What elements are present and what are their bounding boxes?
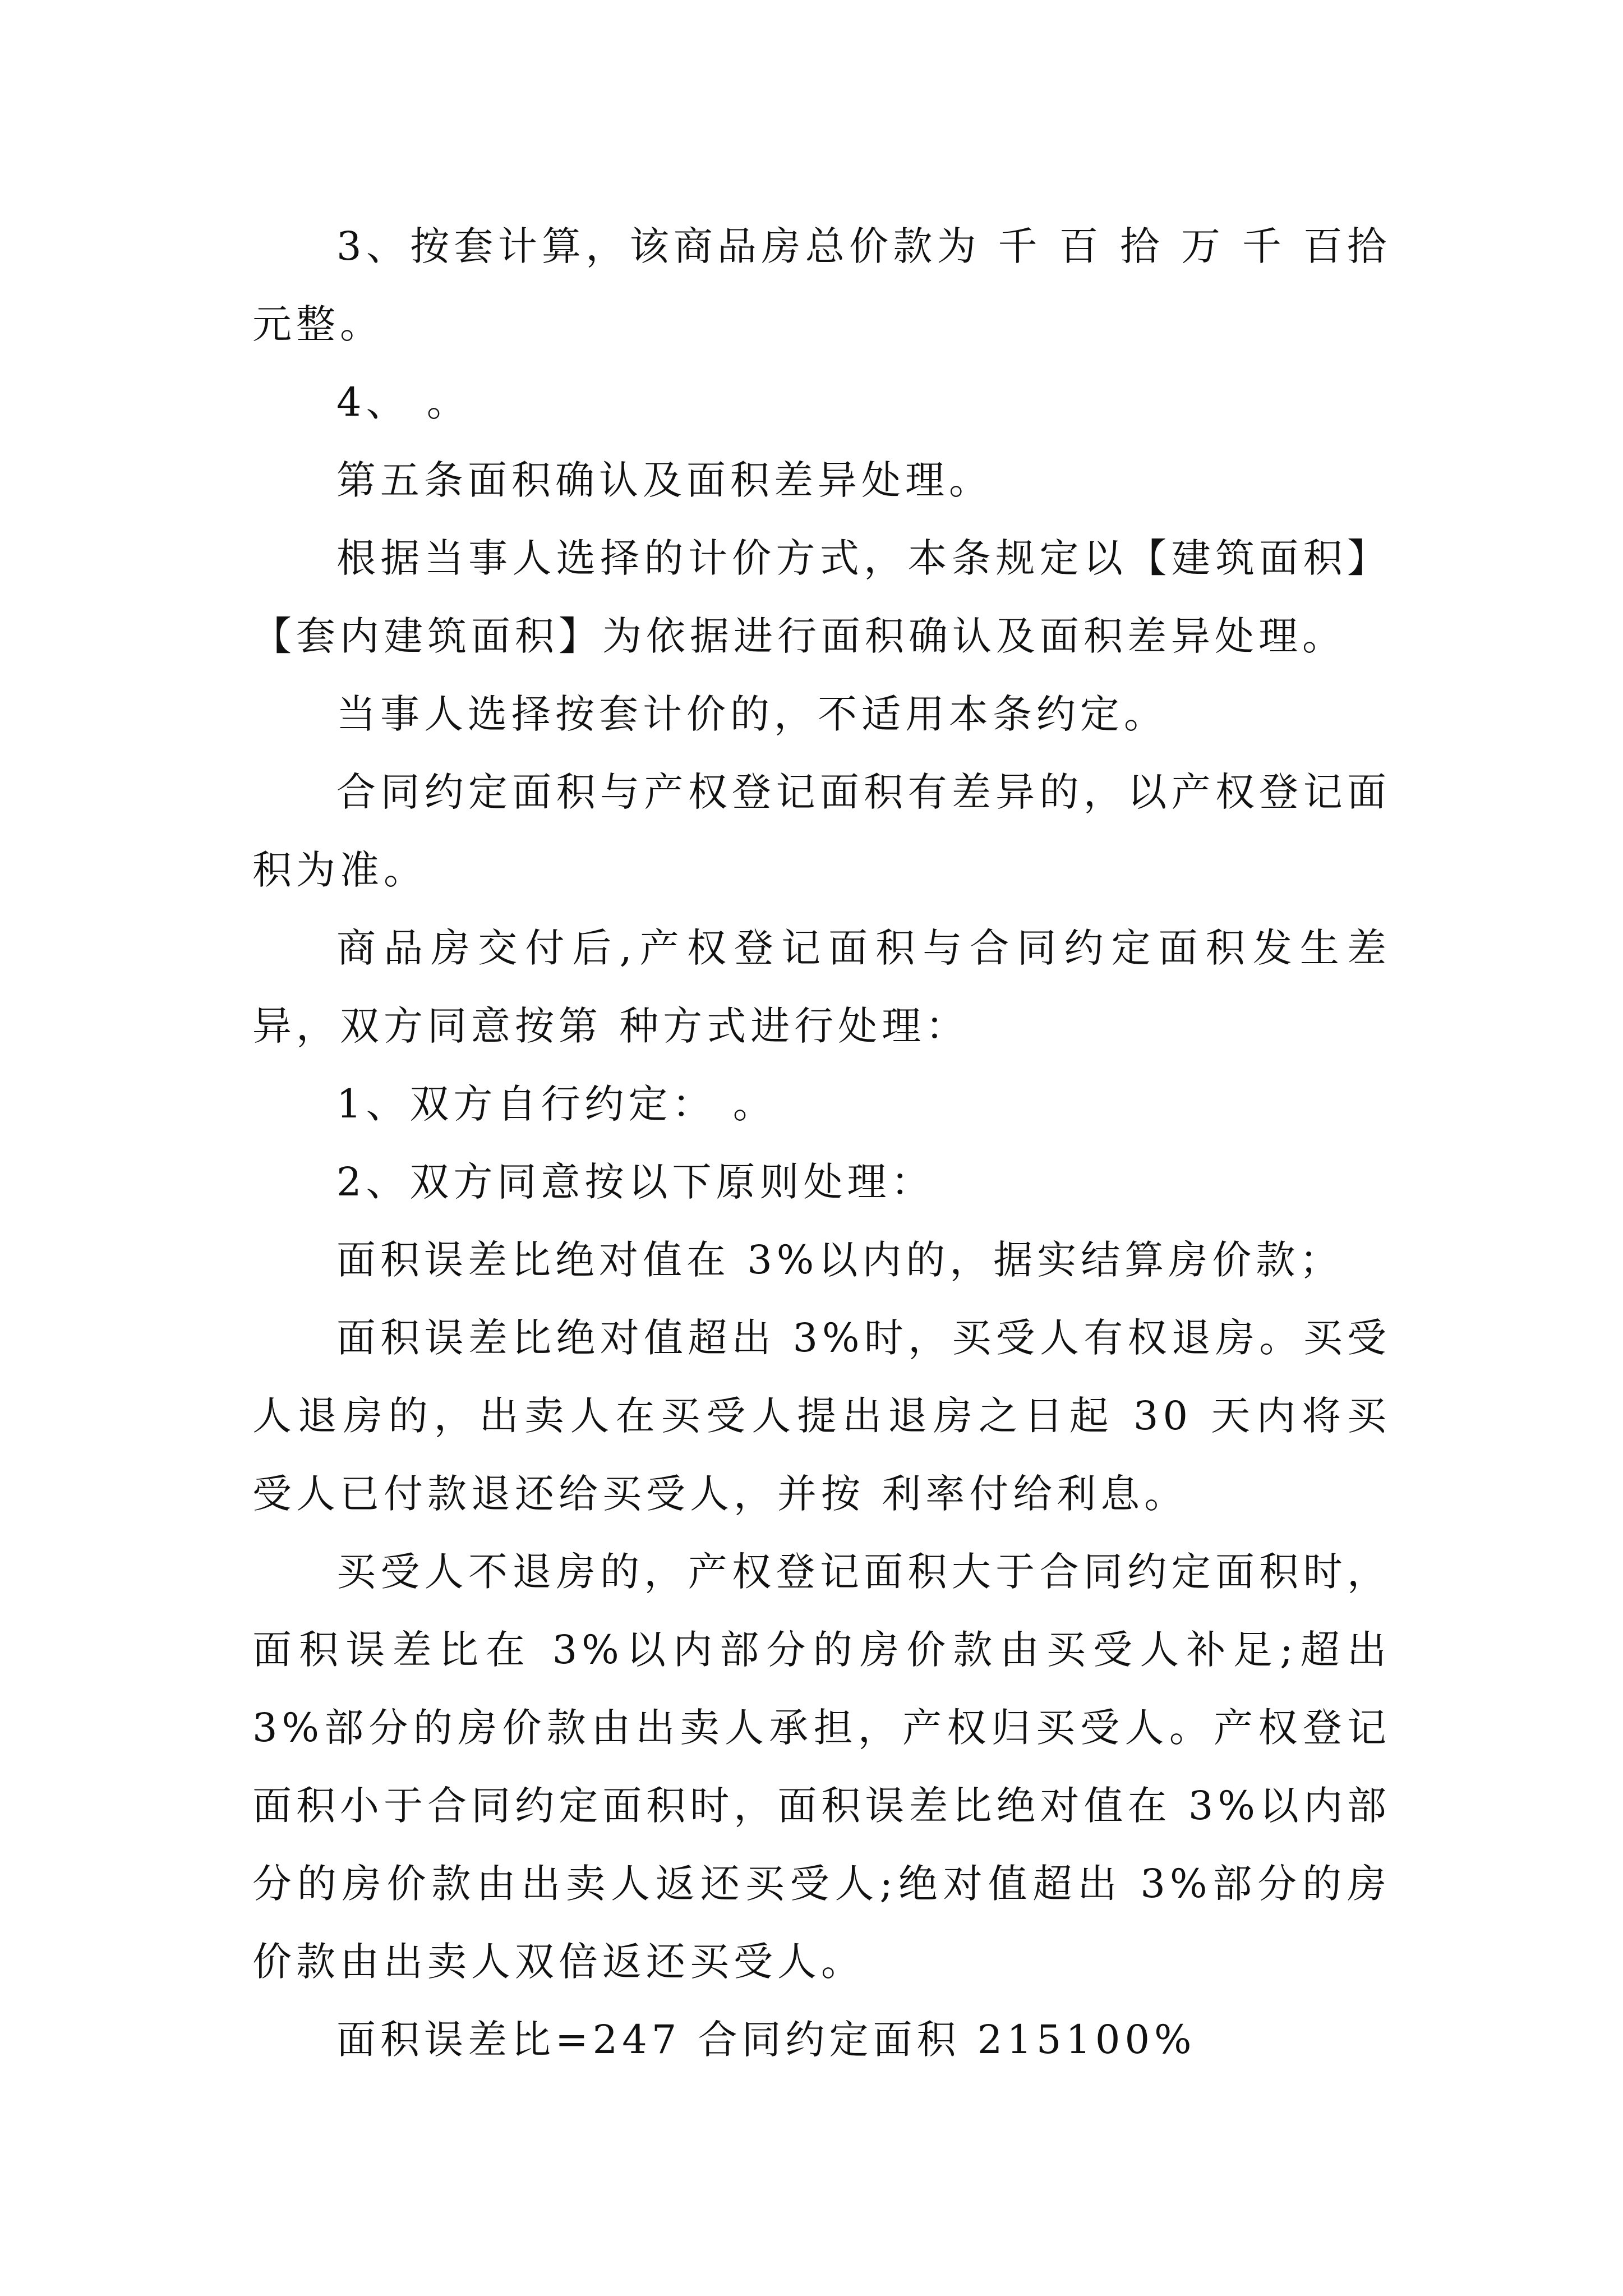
clause-item-4: 4、 。 [336, 379, 471, 425]
option-1-paragraph: 1、双方自行约定： 。 [336, 1081, 777, 1127]
difference-handling-paragraph: 商品房交付后,产权登记面积与合同约定面积发生差异，双方同意按第 种方式进行处理： [252, 925, 1391, 1049]
registered-area-paragraph: 合同约定面积与产权登记面积有差异的，以产权登记面积为准。 [252, 769, 1391, 893]
within-3-percent-paragraph: 面积误差比绝对值在 3%以内的，据实结算房价款； [336, 1237, 1344, 1283]
area-basis-paragraph: 根据当事人选择的计价方式，本条规定以【建筑面积】【套内建筑面积】为依据进行面积确认及面积差异处理。 [252, 535, 1391, 659]
clause-total-price: 3、按套计算，该商品房总价款为 千 百 拾 万 千 百拾 元整。 [252, 223, 1408, 347]
over-3-percent-paragraph: 面积误差比绝对值超出 3%时，买受人有权退房。买受人退房的，出卖人在买受人提出退房之日起 30 天内将买受人已付款退还给买受人，并按 利率付给利息。 [252, 1315, 1391, 1517]
per-unit-exception-paragraph: 当事人选择按套计价的，不适用本条约定。 [336, 691, 1168, 737]
no-return-paragraph: 买受人不退房的，产权登记面积大于合同约定面积时，面积误差比在 3%以内部分的房价款由买受人补足;超出 3%部分的房价款由出卖人承担，产权归买受人。产权登记面积小于合同约定面积时，面积误差比绝对值在 3%以内部分的房价款由出卖人返还买受人;绝对值超出 3%部分的房价款由出卖人双倍返还买受人。 [252, 1549, 1408, 1985]
option-2-paragraph: 2、双方同意按以下原则处理： [336, 1159, 935, 1205]
error-ratio-formula: 面积误差比=247 合同约定面积 215100% [336, 2017, 1196, 2063]
article-5-heading: 第五条面积确认及面积差异处理。 [336, 457, 993, 503]
document-body [252, 208, 1408, 2079]
